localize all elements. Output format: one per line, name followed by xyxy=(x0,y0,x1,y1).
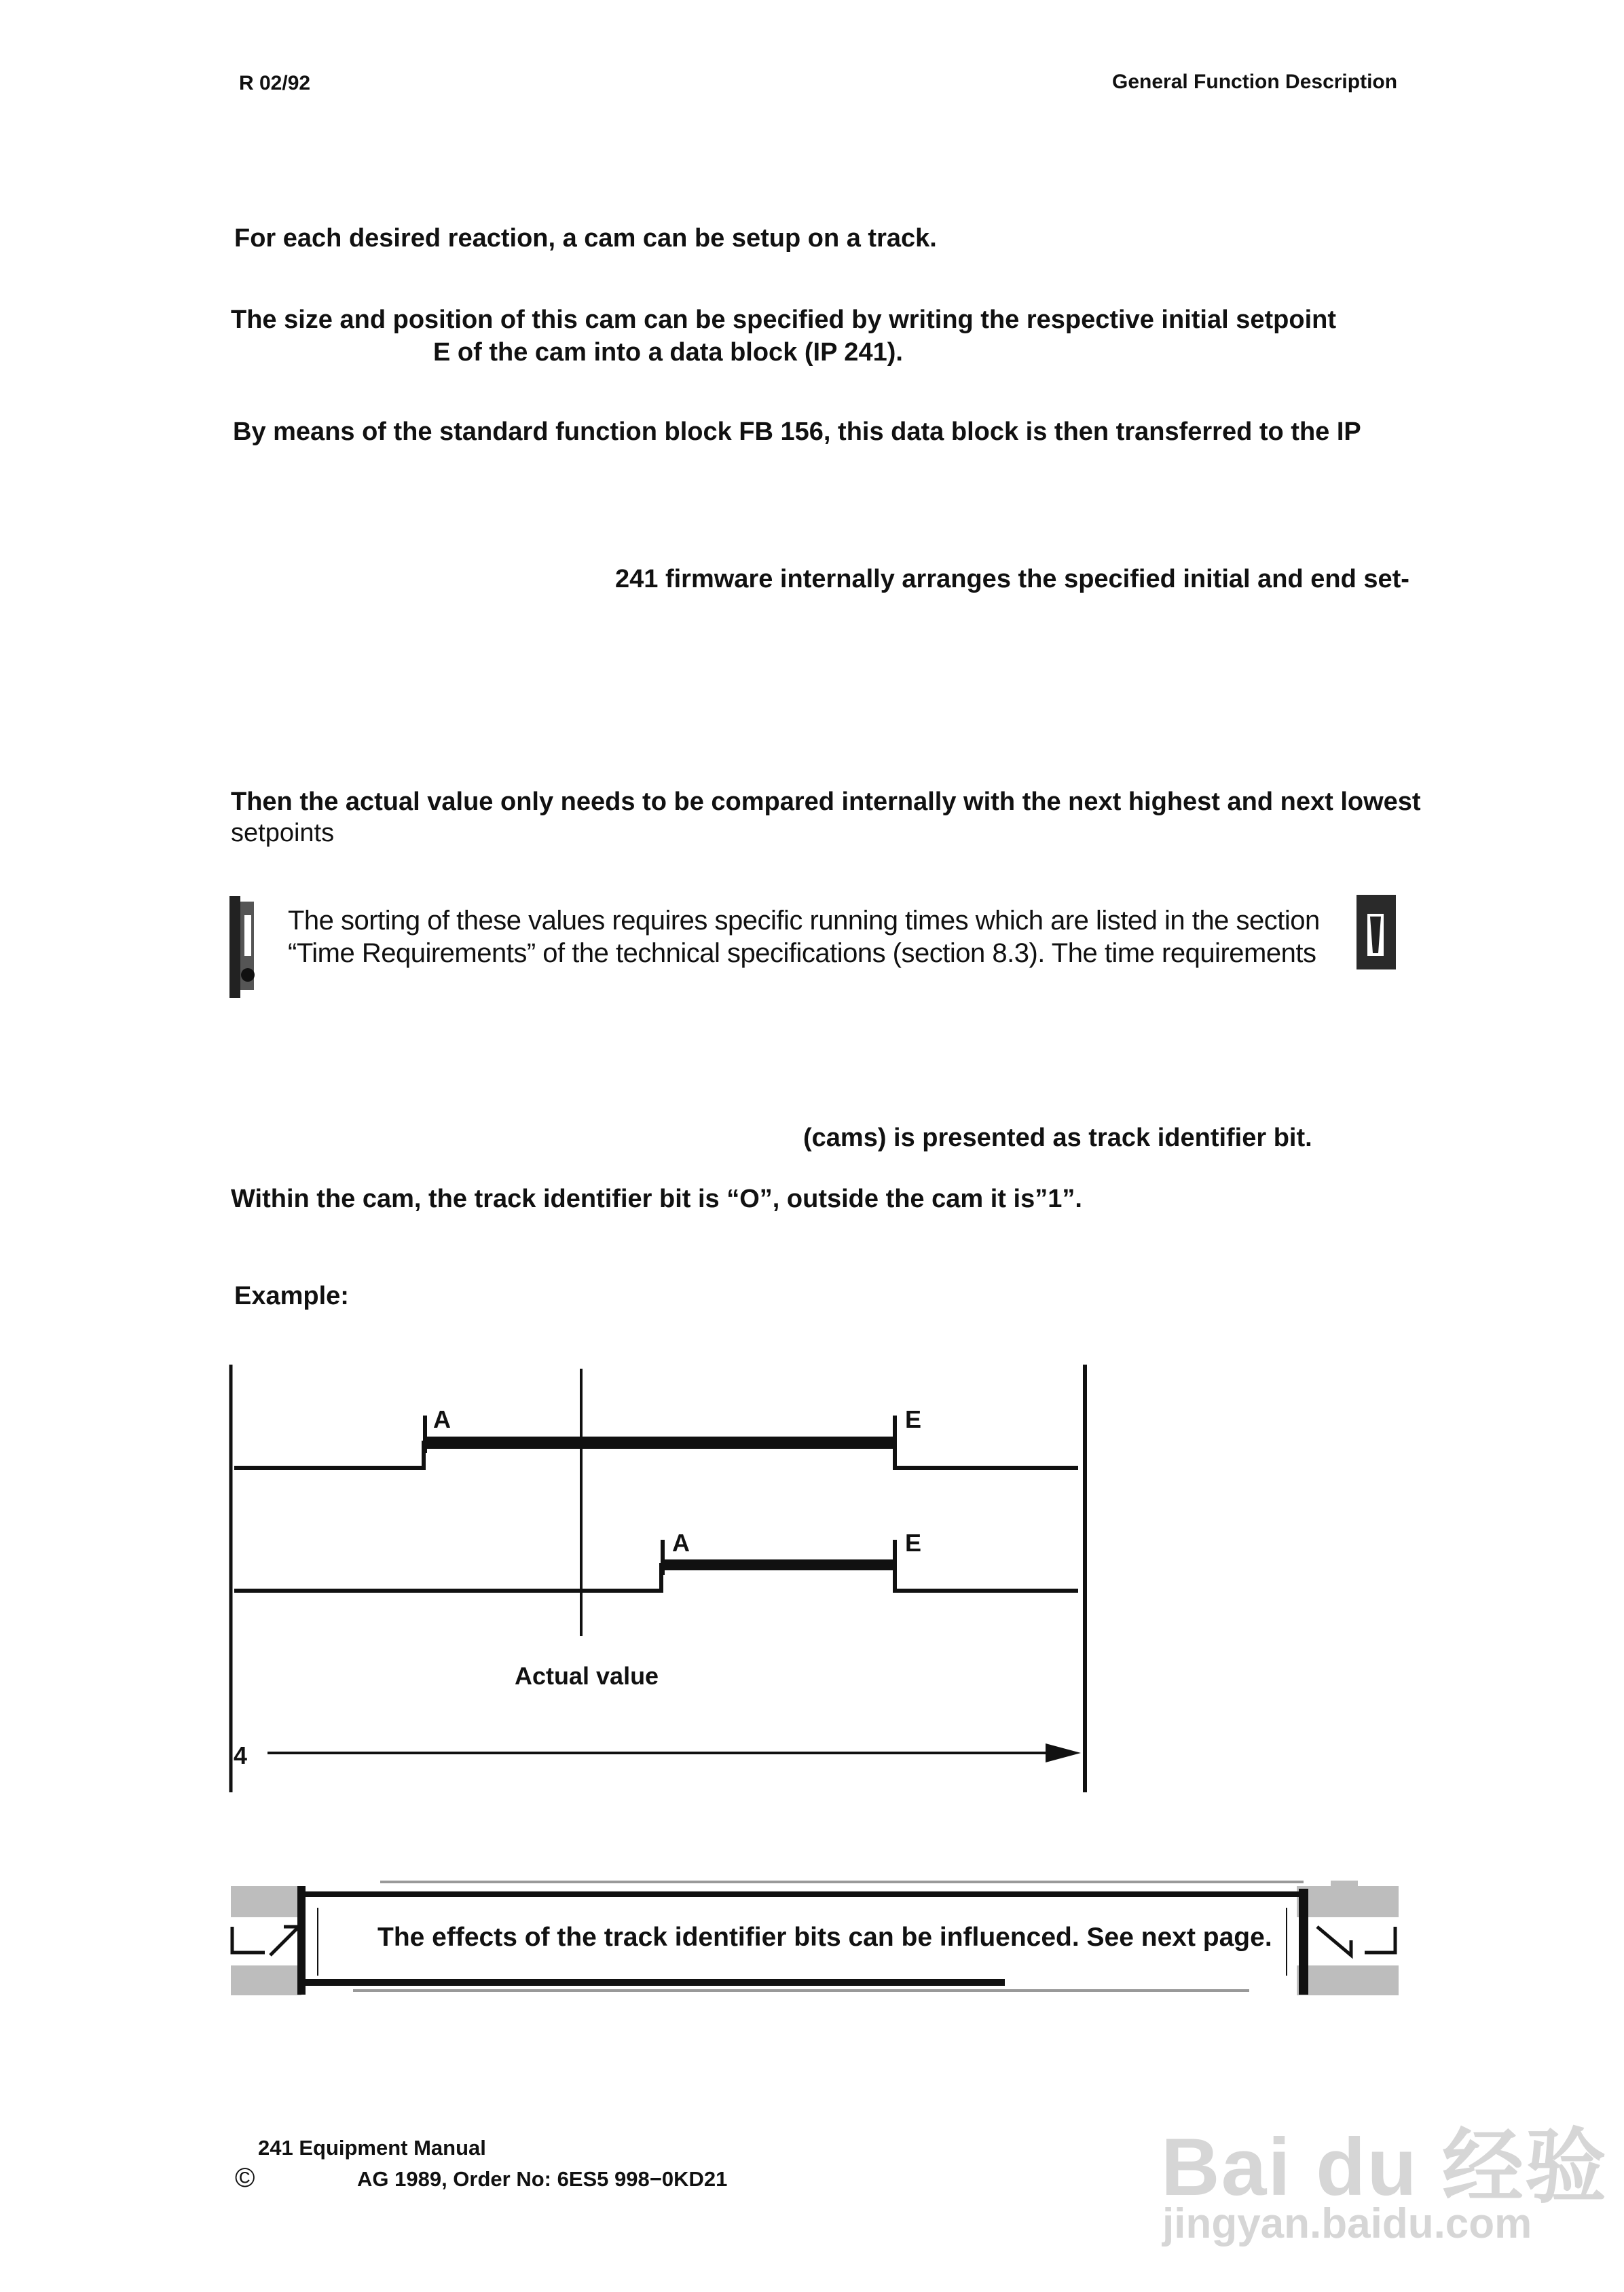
paragraph-7: Within the cam, the track identifier bit is “O”, outside the cam it is”1”. xyxy=(231,1185,1082,1213)
info-note-text: The effects of the track identifier bits can be influenced. See next page. xyxy=(377,1923,1272,1952)
axis-arrow-head xyxy=(1046,1743,1081,1762)
paragraph-2-line-2: E of the cam into a data block (IP 241). xyxy=(433,338,903,367)
header-right: General Function Description xyxy=(1112,71,1398,93)
header-left: R 02/92 xyxy=(239,72,311,94)
paragraph-5-line-1: Then the actual value only needs to be compared internally with the next highest and next lowest xyxy=(231,788,1421,816)
track-1-end-label: E xyxy=(905,1405,922,1433)
paragraph-6: (cams) is presented as track identifier bit. xyxy=(803,1124,1312,1152)
watermark-brand: Bai du 经验 xyxy=(1161,2122,1608,2213)
watermark-url: jingyan.baidu.com xyxy=(1162,2200,1532,2247)
info-arrow-left-icon xyxy=(232,1927,265,1953)
paragraph-4: 241 firmware internally arranges the specified initial and end set- xyxy=(615,565,1409,593)
paragraph-3: By means of the standard function block FB 156, this data block is then transferred to the IP xyxy=(233,418,1361,446)
paragraph-5-line-2: setpoints xyxy=(231,819,335,847)
example-heading: Example: xyxy=(234,1282,349,1310)
warning-line-1: The sorting of these values requires specific running times which are listed in the section xyxy=(288,906,1320,936)
warning-line-2: “Time Requirements” of the technical specifications (section 8.3). The time requirements xyxy=(288,938,1316,968)
track-2-signal xyxy=(234,1565,1078,1591)
track-1-start-label: A xyxy=(433,1405,451,1433)
info-arrow-right-icon xyxy=(1365,1927,1395,1953)
footer-manual-title: 241 Equipment Manual xyxy=(258,2136,486,2160)
footer-copyright-symbol: © xyxy=(235,2163,255,2193)
track-2-end-label: E xyxy=(905,1529,922,1557)
paragraph-1: For each desired reaction, a cam can be setup on a track. xyxy=(234,224,937,253)
track-1-signal xyxy=(234,1443,1078,1468)
track-2-start-label: A xyxy=(672,1529,690,1557)
footer-order-info: AG 1989, Order No: 6ES5 998−0KD21 xyxy=(357,2167,728,2191)
actual-value-label: Actual value xyxy=(515,1662,659,1690)
axis-label: 4 xyxy=(234,1741,248,1769)
paragraph-2-line-1: The size and position of this cam can be specified by writing the respective initial setpoint xyxy=(231,306,1336,334)
